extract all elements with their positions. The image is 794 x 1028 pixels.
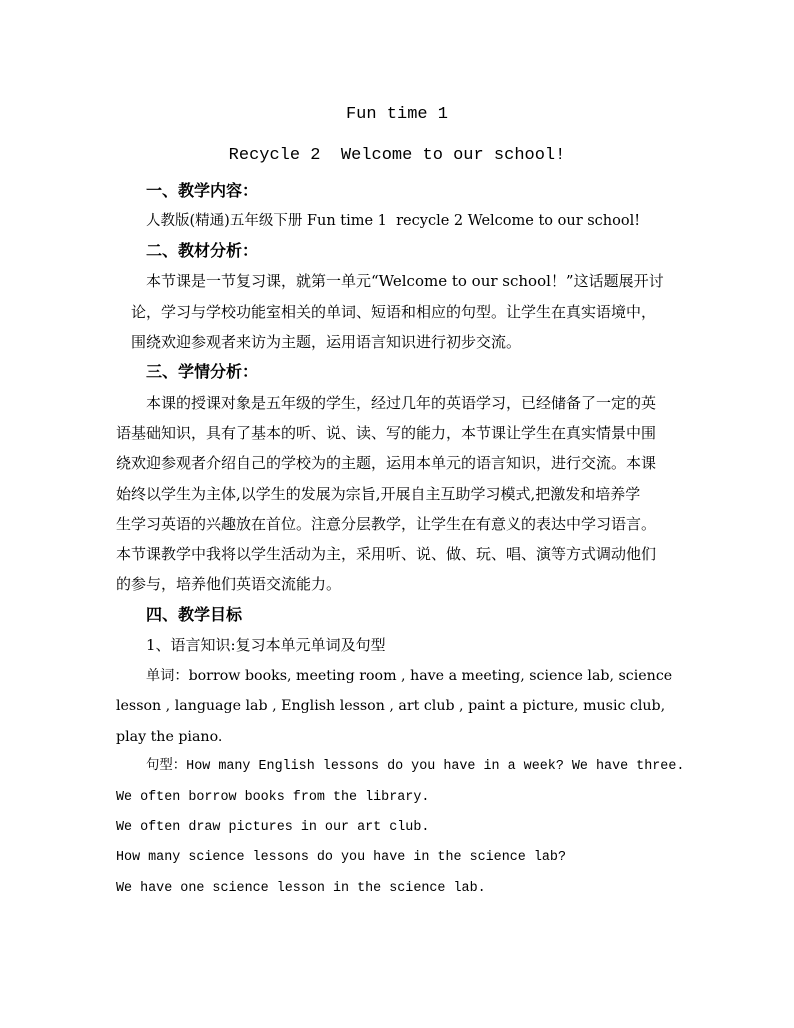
content-line: 人教版(精通)五年级下册 Fun time 1 recycle 2 Welcome to our school! [146,213,641,229]
analysis-line: 围绕欢迎参观者来访为主题，运用语言知识进行初步交流。 [131,333,522,351]
section-heading-content: 一、教学内容： [146,181,259,200]
section-heading-textbook: 二、教材分析： [146,241,259,260]
students-line: 语基础知识，具有了基本的听、说、读、写的能力，本节课让学生在真实情景中围 [116,424,657,442]
sentence-line: We often draw pictures in our art club. [116,820,430,835]
words-line: 单词：borrow books, meeting room , have a meeting, science lab, science [146,668,673,684]
sentence-line: 句型：How many English lessons do you have in a week? We have three. [146,759,685,774]
students-line: 始终以学生为主体,以学生的发展为宗旨,开展自主互助学习模式,把激发和培养学 [116,485,641,503]
sentence-line: We have one science lesson in the science lab. [116,881,486,896]
analysis-line: 本节课是一节复习课，就第一单元“Welcome to our school！”这话题展开讨 [146,272,664,290]
students-line: 本课的授课对象是五年级的学生，经过几年的英语学习，已经储备了一定的英 [146,394,657,412]
section-heading-objectives: 四、教学目标 [146,605,243,624]
students-line: 绕欢迎参观者介绍自己的学校为的主题，运用本单元的语言知识，进行交流。本课 [116,454,657,472]
students-line: 生学习英语的兴趣放在首位。注意分层教学，让学生在有意义的表达中学习语言。 [116,515,657,533]
document-subtitle: Recycle 2 Welcome to our school! [228,146,566,165]
objective-language: 1、语言知识:复习本单元单词及句型 [146,636,386,654]
words-line: play the piano. [116,729,223,745]
section-heading-students: 三、学情分析： [146,362,259,381]
sentence-line: We often borrow books from the library. [116,790,430,805]
students-line: 本节课教学中我将以学生活动为主，采用听、说、做、玩、唱、演等方式调动他们 [116,545,657,563]
analysis-line: 论，学习与学校功能室相关的单词、短语和相应的句型。让学生在真实语境中， [131,303,657,321]
document-title: Fun time 1 [345,105,449,124]
sentence-line: How many science lessons do you have in the science lab? [116,850,566,865]
words-line: lesson , language lab , English lesson , art club , paint a picture, music club, [116,698,666,714]
students-line: 的参与，培养他们英语交流能力。 [116,575,342,593]
